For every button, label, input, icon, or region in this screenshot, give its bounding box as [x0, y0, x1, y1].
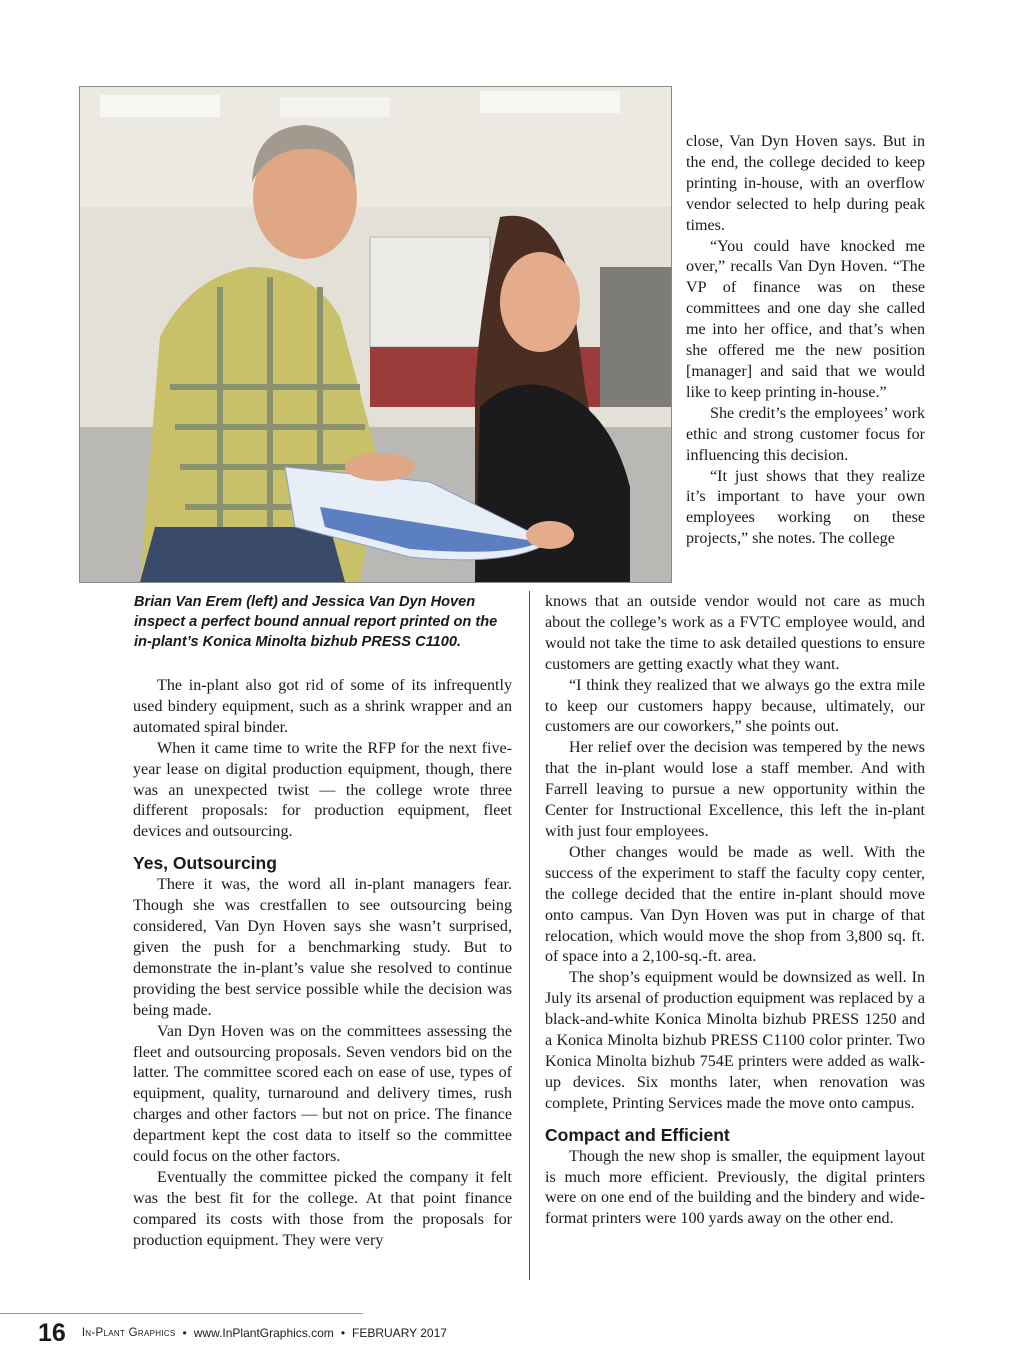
- paragraph: When it came time to write the RFP for the next five-year lease on digital production equipment, though, there was an unexpected twist — the college wrote three different proposals: for production equipment, fleet devices and outsourcing.: [133, 739, 512, 841]
- column-divider: [529, 591, 530, 1280]
- paragraph: Though the new shop is smaller, the equipment layout is much more efficient. Previously, the digital printers were on one end of the building and the bindery and wide-format printers were 100 yards away on the other end.: [545, 1147, 925, 1228]
- paragraph: Other changes would be made as well. With the success of the experiment to staff the faculty copy center, the college decided that the entire in-plant should move onto campus. Van Dyn Hoven was put in charge of that relocation, which would move the shop from 3,800 sq. ft. of space into a 2,100-sq.-ft. area.: [545, 843, 925, 966]
- paragraph: “It just shows that they realize it’s important to have your own employees working on these projects,” she notes. The college: [686, 467, 925, 548]
- publication-name: In-Plant Graphics: [81, 1327, 176, 1339]
- paragraph: Her relief over the decision was tempered by the news that the in-plant would lose a staff member. And with Farrell leaving to pursue a new opportunity within the Center for Instructional Excellence, this left the in-plant with just four employees.: [545, 739, 925, 840]
- paragraph: knows that an outside vendor would not care as much about the college’s work as a FVTC employee would, and would not take the time to ask detailed questions to ensure customers are getting exactly what they want.: [545, 593, 925, 673]
- footer-bullet: •: [182, 1326, 187, 1340]
- section-heading-compact: Compact and Efficient: [545, 1124, 730, 1145]
- paragraph: There it was, the word all in-plant managers fear. Though she was crestfallen to see outsourcing being considered, Van Dyn Hoven says she wasn’t surprised, given the push for a benchmarking study. But to demonstrate the in-plant’s value she resolved to continue providing the best service possible while the decision was being made.: [133, 876, 512, 1019]
- photo-caption: Brian Van Erem (left) and Jessica Van Dyn Hoven inspect a perfect bound annual report printed on the in-plant’s Konica Minolta bizhub PRESS C1100.: [134, 594, 498, 650]
- paragraph: close, Van Dyn Hoven says. But in the end, the college decided to keep printing in-house, with an overflow vendor selected to help during peak times.: [686, 133, 925, 234]
- photo-scene: [80, 87, 671, 582]
- paragraph: “You could have knocked me over,” recalls Van Dyn Hoven. “The VP of finance was on these committees and one day she called me into her office, and that’s when she offered me the new position [manager] and said that we would like to keep printing in-house.”: [686, 237, 925, 401]
- paragraph: Eventually the committee picked the company it felt was the best fit for the college. At that point finance compared its costs with those from the proposals for production equipment. They were very: [133, 1168, 512, 1249]
- page-footer: [38, 1318, 447, 1348]
- page-number: 16: [38, 1318, 66, 1347]
- section-heading-outsourcing: Yes, Outsourcing: [133, 853, 277, 874]
- footer-rule: [0, 1313, 363, 1314]
- article-photo: [79, 86, 672, 583]
- paragraph: Van Dyn Hoven was on the committees assessing the fleet and outsourcing proposals. Seven vendors bid on the latter. The committee scored each on ease of use, types of equipment, quality, turnaround and delivery times, rush charges and other factors — but not on price. The finance department kept the cost data to itself so the committee could focus on the other factors.: [133, 1022, 512, 1166]
- publication-url: www.InPlantGraphics.com: [193, 1326, 334, 1340]
- footer-bullet: •: [340, 1326, 346, 1340]
- paragraph: The in-plant also got rid of some of its infrequently used bindery equipment, such as a shrink wrapper and an automated spiral binder.: [133, 677, 512, 736]
- left-column: [133, 676, 512, 1252]
- right-column-top: [686, 132, 925, 550]
- right-column: [545, 592, 925, 1230]
- paragraph: “I think they realized that we always go the extra mile to keep our customers happy because, ultimately, our customers are our coworkers,” she points out.: [545, 676, 925, 736]
- issue-date: FEBRUARY 2017: [352, 1326, 447, 1340]
- paragraph: She credit’s the employees’ work ethic and strong customer focus for influencing this decision.: [686, 404, 925, 464]
- paragraph: The shop’s equipment would be downsized as well. In July its arsenal of production equipment was replaced by a black-and-white Konica Minolta bizhub PRESS 1250 and a Konica Minolta bizhub PRESS C1100 color printer. Two Konica Minolta bizhub 754E printers were added as walk-up devices. Six months later, when renovation was complete, Printing Services made the move onto campus.: [545, 969, 925, 1112]
